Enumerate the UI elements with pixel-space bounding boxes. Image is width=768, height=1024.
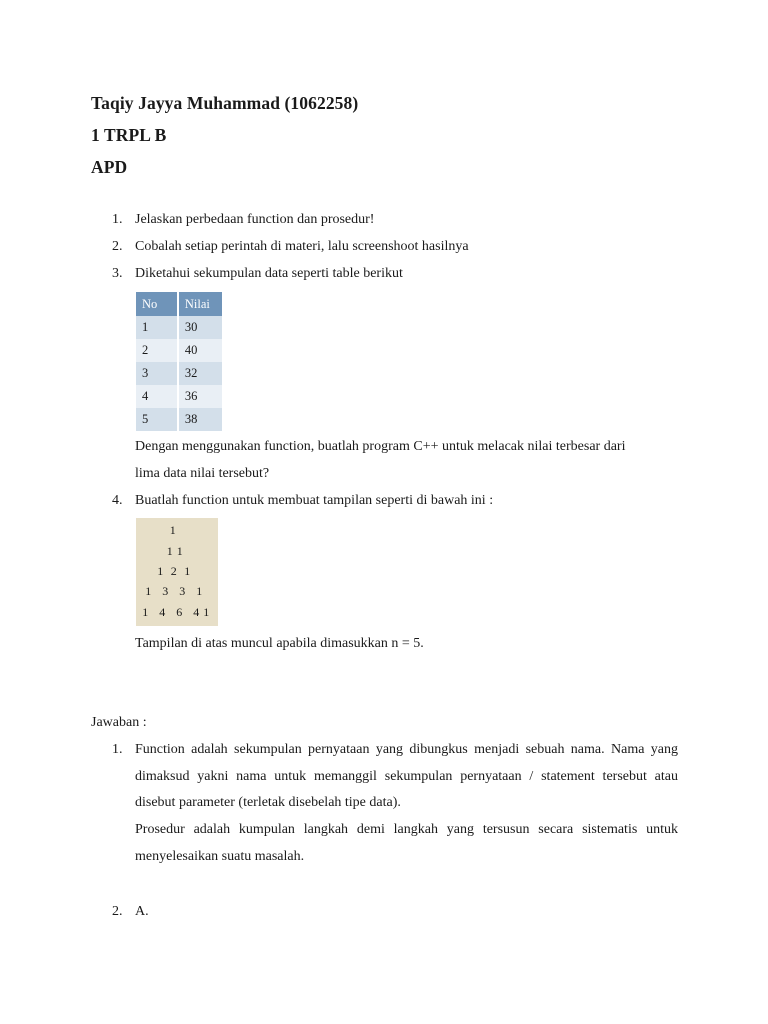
question-number: 2. [112, 239, 123, 254]
pascal-row: 1 1 [166, 544, 184, 558]
answer-1-paragraph-function: Function adalah sekumpulan pernyataan yang dibungkus menjadi sebuah nama. Nama yang dimaksud yakni nama untuk memanggil sekumpulan pernyataan / statement tersebut atau disebut parameter (terletak disebelah tipe data). [135, 742, 678, 810]
question-number: 1. [112, 212, 123, 227]
question-text: Cobalah setiap perintah di materi, lalu screenshoot hasilnya [135, 239, 469, 254]
table-cell: 38 [178, 408, 222, 431]
table-cell: 32 [178, 362, 222, 385]
pascal-row: 1 2 1 [157, 564, 191, 578]
question-text: Jelaskan perbedaan function dan prosedur! [135, 212, 375, 227]
table-header-nilai: Nilai [178, 292, 222, 316]
data-table [136, 292, 222, 431]
question-number: 4. [112, 493, 123, 508]
course-title: APD [91, 157, 128, 177]
student-class: 1 TRPL B [91, 125, 167, 145]
table-cell: 30 [178, 316, 222, 339]
pascal-row: 1 4 6 4 1 [142, 605, 210, 619]
table-row [136, 385, 222, 408]
question-4-followup: Tampilan di atas muncul apabila dimasukkan n = 5. [135, 636, 424, 651]
answer-label: Jawaban : [91, 715, 147, 730]
pascal-row: 1 [169, 523, 177, 537]
table-cell: 40 [178, 339, 222, 362]
student-name: Taqiy Jayya Muhammad (1062258) [91, 93, 359, 113]
question-number: 3. [112, 266, 123, 281]
answer-1-paragraph-prosedur: Prosedur adalah kumpulan langkah demi langkah yang tersusun secara sistematis untuk menyelesaikan suatu masalah. [135, 822, 678, 864]
table-cell: 4 [136, 385, 178, 408]
table-row [136, 408, 222, 431]
table-cell: 1 [136, 316, 178, 339]
table-cell: 3 [136, 362, 178, 385]
question-3-followup-line: lima data nilai tersebut? [135, 466, 270, 481]
table-header-no: No [136, 292, 178, 316]
question-text: Diketahui sekumpulan data seperti table berikut [135, 266, 403, 281]
table-cell: 2 [136, 339, 178, 362]
pascal-row: 1 3 3 1 [145, 584, 203, 598]
question-text: Buatlah function untuk membuat tampilan seperti di bawah ini : [135, 493, 494, 508]
table-row [136, 339, 222, 362]
answer-number: 1. [112, 742, 123, 757]
answer-number: 2. [112, 904, 123, 919]
table-header-row [136, 292, 222, 316]
question-3-followup-line: Dengan menggunakan function, buatlah program C++ untuk melacak nilai terbesar dari [135, 439, 626, 454]
table-cell: 36 [178, 385, 222, 408]
answer-2-text: A. [135, 904, 149, 919]
table-cell: 5 [136, 408, 178, 431]
table-row [136, 362, 222, 385]
table-row [136, 316, 222, 339]
pascal-triangle-image [136, 518, 218, 626]
